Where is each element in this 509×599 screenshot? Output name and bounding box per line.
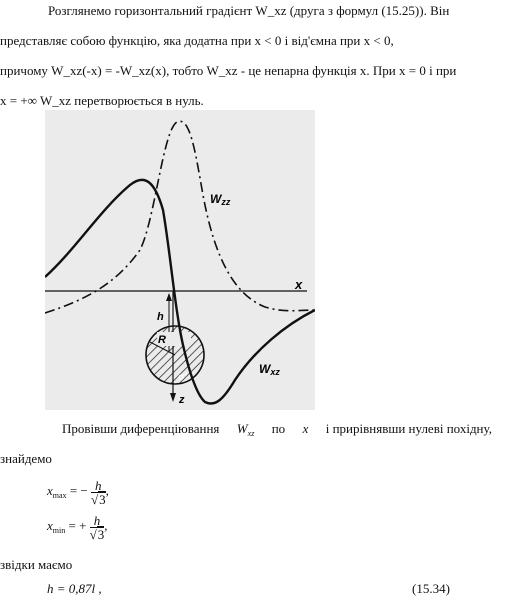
gradient-figure (45, 110, 315, 410)
p1-line1-text: Розглянемо горизонтальний градієнт W_xz (друга з формул (15.25)). Він (48, 3, 450, 18)
p2-var: x (302, 421, 309, 436)
f2-denominator: √3 (89, 526, 105, 542)
figure-panel (45, 110, 315, 410)
z-axis-label: z (179, 394, 185, 406)
paragraph-2-line-2 (0, 451, 52, 466)
eq-text: h = 0,87l , (47, 581, 102, 596)
paragraph-1-line-1 (48, 3, 449, 18)
paragraph-1-line-2 (0, 33, 394, 48)
p3-line1-text: звідки маємо (0, 557, 73, 572)
formula-xmin (47, 513, 108, 544)
p1-line4-text: x = +∞ W_xz перетворюється в нуль. (0, 93, 204, 108)
z-axis-arrow (170, 393, 176, 402)
f1-denominator: √3 (90, 491, 106, 507)
p2-text-c: і прирівнявши нулеві похідну, (325, 421, 492, 436)
eq-number-text: (15.34) (412, 581, 450, 596)
paragraph-1-line-3 (0, 63, 456, 78)
f1-fraction (91, 479, 106, 506)
f2-fraction (89, 512, 108, 542)
f1-end: , (105, 483, 109, 498)
h-arrow-head (166, 293, 172, 301)
f1-rel: = − (69, 483, 88, 498)
p1-line3-text: причому W_xz(-x) = -W_xz(x), тобто W_xz - це непарна функція x. При x = 0 і при (0, 63, 457, 78)
p2-symbol: $W_{xz}$ (236, 421, 255, 438)
f2-rel: = + (68, 518, 87, 533)
wzz-label: Wzz (210, 192, 231, 207)
equation-number (412, 581, 450, 596)
f1-sub: max (52, 491, 67, 500)
h-label: h (157, 311, 164, 323)
paragraph-1-line-4 (0, 93, 204, 108)
f2-numerator: h (90, 514, 105, 528)
paragraph-3-line-1 (0, 557, 72, 572)
wzz-curve (45, 121, 315, 313)
f2-lhs: x (47, 518, 53, 533)
p1-line2-text: представляє собою функцію, яка додатна при x < 0 і від'ємна при x < 0, (0, 33, 394, 48)
formula-xmax (47, 478, 109, 509)
x-axis-label: x (295, 277, 303, 292)
wxz-label: Wxz (259, 362, 280, 377)
sigma-label: σ' (178, 372, 188, 383)
p2-text-b: по (271, 421, 286, 436)
f1-numerator: h (91, 479, 106, 493)
f1-lhs: x (47, 483, 53, 498)
r-label: R (158, 334, 166, 346)
p2-line2-text: знайдемо (0, 451, 52, 466)
equation-15-34 (47, 581, 102, 596)
f2-sub: min (52, 526, 66, 535)
p2-text-a: Провівши диференціювання (62, 421, 220, 436)
f2-end: , (104, 518, 108, 533)
paragraph-2-line-1 (62, 421, 492, 441)
